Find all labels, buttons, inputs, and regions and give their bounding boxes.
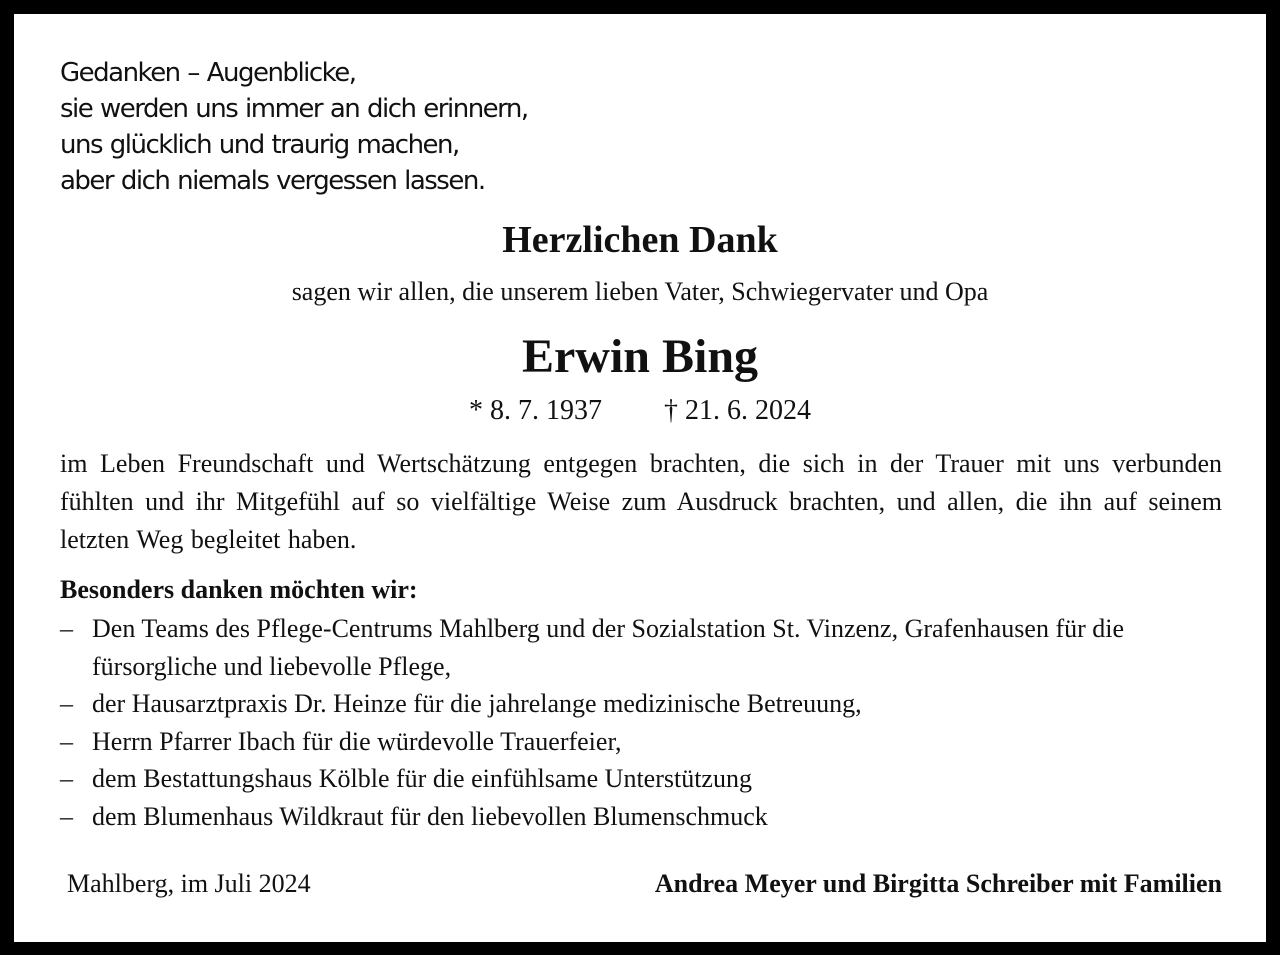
list-item — [60, 723, 1225, 761]
list-item — [60, 760, 1225, 798]
poem-line: Gedanken – Augenblicke, — [60, 58, 356, 88]
special-thanks-list — [60, 610, 1225, 835]
dash-marker: – — [60, 801, 73, 831]
dash-marker: – — [60, 614, 73, 643]
list-item-text: der Hausarztpraxis Dr. Heinze für die jahrelange medizinische Betreuung, — [92, 689, 862, 718]
signature: Andrea Meyer und Birgitta Schreiber mit Familien — [654, 869, 1222, 898]
dash-marker: – — [60, 726, 73, 756]
poem — [60, 55, 528, 199]
list-item-text: dem Bestattungshaus Kölble für die einfühlsame Unterstützung — [92, 764, 752, 793]
thanks-paragraph: im Leben Freundschaft und Wertschätzung entgegen brachten, die sich in der Trauer mit uns verbunden fühlten und ihr Mitgefühl auf so vielfältige Weise zum Ausdruck brachten, und allen, die ihn auf seinem letzten Weg begleitet haben. — [60, 449, 1222, 554]
list-item-text: dem Blumenhaus Wildkraut für den liebevollen Blumenschmuck — [92, 801, 768, 831]
poem-line: aber dich niemals vergessen lassen. — [60, 166, 485, 196]
dash-marker: – — [60, 689, 73, 718]
death-date: † 21. 6. 2024 — [664, 395, 811, 426]
place-and-date: Mahlberg, im Juli 2024 — [67, 869, 311, 898]
list-item — [60, 798, 1225, 836]
list-item — [60, 610, 1225, 685]
birth-date: * 8. 7. 1937 — [469, 395, 602, 426]
notice-heading: Herzlichen Dank — [502, 219, 778, 261]
life-dates — [0, 392, 1280, 430]
special-thanks-heading: Besonders danken möchten wir: — [60, 575, 418, 604]
list-item — [60, 685, 1225, 723]
poem-line: uns glücklich und traurig machen, — [60, 130, 459, 160]
dash-marker: – — [60, 764, 73, 793]
deceased-name: Erwin Bing — [521, 330, 759, 383]
list-item-text: Den Teams des Pflege-Centrums Mahlberg und der Sozialstation St. Vinzenz, Grafenhausen für die fürsorgliche und liebevolle Pflege, — [92, 614, 1125, 681]
list-item-text: Herrn Pfarrer Ibach für die würdevolle Trauerfeier, — [92, 726, 622, 756]
notice-subline: sagen wir allen, die unserem lieben Vater, Schwiegervater und Opa — [291, 277, 989, 306]
poem-line: sie werden uns immer an dich erinnern, — [60, 94, 528, 124]
